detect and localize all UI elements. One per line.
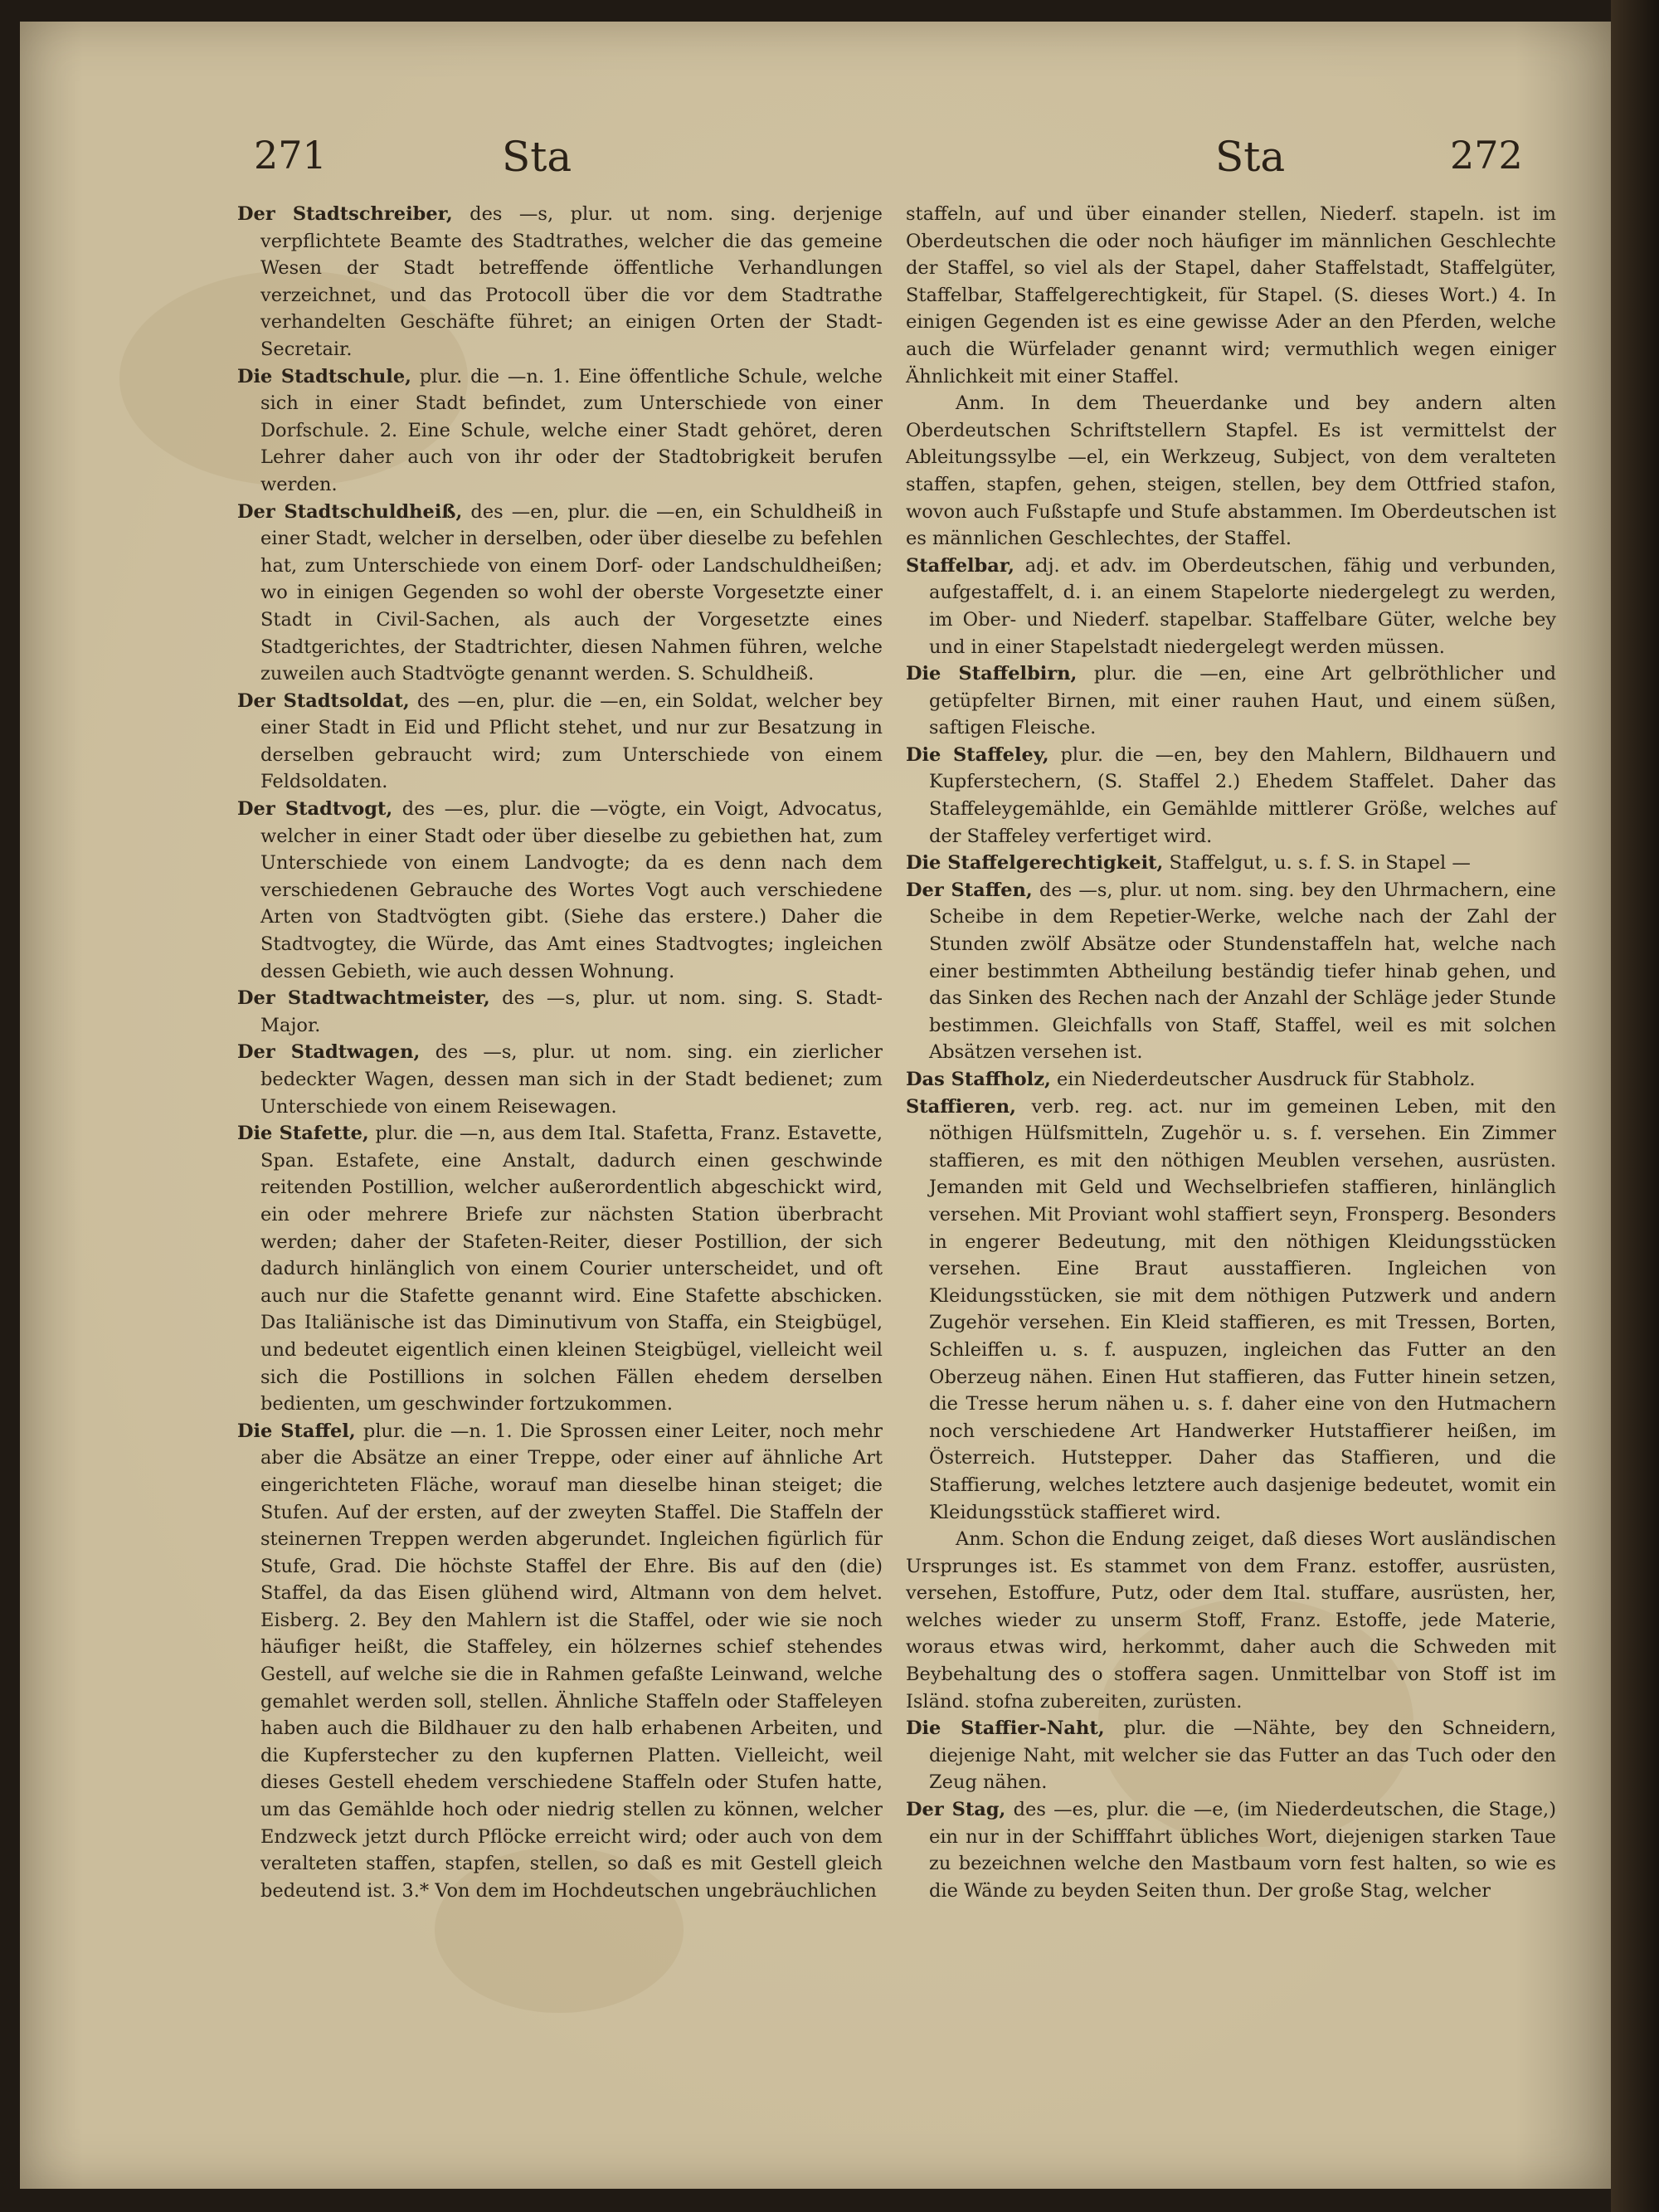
- page-number-left: 271: [254, 133, 327, 178]
- running-header: [0, 133, 1659, 191]
- dictionary-entry: [237, 1418, 883, 1905]
- entry-text: staffeln, auf und über einander stellen, Niederf. stapeln. ist im Oberdeutschen die oder noch häufiger im männlichen Geschlechte der Staffel, so viel als der Stapel, daher Staffelstadt, Staffelgüter, Staffelbar, Staffelgerechtigkeit, für Stapel. (S. dieses Wort.) 4. In einigen Gegenden ist es eine gewisse Ader an den Pferden, welche auch die Würfelader genannt wird; vermuthlich wegen einiger Ähnlichkeit mit einer Staffel.: [906, 203, 1556, 387]
- dictionary-entry: [237, 1120, 883, 1418]
- entry-text: plur. die —n. 1. Die Sprossen einer Leiter, noch mehr aber die Absätze an einer Treppe, oder einer auf ähnliche Art eingerichteten Fläche, worauf man dieselbe hinan steiget; die Stufen. Auf der ersten, auf der zweyten Staffel. Die Staffeln der steinernen Treppen werden abgerundet. Ingleichen figürlich für Stufe, Grad. Die höchste Staffel der Ehre. Bis auf den (die) Staffel, da das Eisen glühend wird, Altmann von dem helvet. Eisberg. 2. Bey den Mahlern ist die Staffel, oder wie sie noch häufiger heißt, die Staffeley, ein hölzernes schief stehendes Gestell, auf welche sie die in Rahmen gefaßte Leinwand, welche gemahlet werden soll, stellen. Ähnliche Staffeln oder Staffeleyen haben auch die Bildhauer zu den halb erhabenen Arbeiten, und die Kupferstecher zu den kupfernen Platten. Vielleicht, weil dieses Gestell ehedem verschiedene Staffeln oder Stufen hatte, um das Gemählde hoch oder niedrig stellen zu können, welcher Endzweck jetzt durch Pflöcke erreicht wird; oder auch von dem veralteten staffen, stapfen, stellen, so daß es mit Gestell gleich bedeutend ist. 3.* Von dem im Hochdeutschen ungebräuchlichen: [260, 1420, 883, 1902]
- dictionary-entry: [906, 660, 1556, 742]
- entry-headword: Der Stadtvogt,: [237, 798, 393, 821]
- entry-headword: Der Stag,: [906, 1799, 1006, 1821]
- entry-text: des —en, plur. die —en, ein Soldat, welcher bey einer Stadt in Eid und Pflicht stehet, und nur zur Besatzung in derselben gebraucht wird; zum Unterschiede von einem Feldsoldaten.: [260, 689, 883, 793]
- entry-headword: Der Stadtwagen,: [237, 1041, 421, 1064]
- entry-text: Anm. Schon die Endung zeiget, daß dieses Wort ausländischen Ursprunges ist. Es stammet von dem Franz. estoffer, ausrüsten, versehen, Estoffure, Putz, oder dem Ital. stuffare, ausrüsten, her, welches wieder zu unserm Stoff, Franz. Estoffe, jede Materie, woraus etwas wird, herkommt, daher auch die Schweden mit Beybehaltung des o stoffera sagen. Unmittelbar von Stoff ist im Isländ. stofna zubereiten, zurüsten.: [906, 1528, 1556, 1713]
- entry-text: des —s, plur. ut nom. sing. bey den Uhrmachern, eine Scheibe in dem Repetier-Werke, welche nach der Zahl der Stunden zwölf Absätze oder Stundenstaffeln hat, welche nach einer bestimmten Abtheilung beständig tiefer hinab gehen, und das Sinken des Rechen nach der Anzahl der Schläge jeder Stunde bestimmen. Gleichfalls von Staff, Staffel, weil es mit solchen Absätzen versehen ist.: [929, 879, 1556, 1064]
- dictionary-entry: [906, 1796, 1556, 1904]
- dictionary-entry: [906, 1094, 1556, 1527]
- entry-text: Staffelgut, u. s. f. S. in Stapel —: [1163, 852, 1471, 875]
- entry-text: des —s, plur. ut nom. sing. derjenige verpflichtete Beamte des Stadtrathes, welcher die das gemeine Wesen der Stadt betreffende öffentliche Verhandlungen verzeichnet, und das Protocoll über die vor dem Stadtrathe verhandelten Geschäfte führet; an einigen Orten der Stadt-Secretair.: [260, 203, 883, 360]
- dictionary-entry: [237, 499, 883, 688]
- entry-headword: Der Stadtsoldat,: [237, 689, 410, 712]
- right-text-column: [906, 201, 1556, 1904]
- entry-headword: Die Staffel,: [237, 1420, 356, 1442]
- entry-text: Anm. In dem Theuerdanke und bey andern alten Oberdeutschen Schriftstellern Stapfel. Es ist vermittelst der Ableitungssylbe —el, ein Werkzeug, Subject, von dem veralteten staffen, stapfen, gehen, steigen, stellen, bey dem Ottfried stafon, wovon auch Fußstapfe und Stufe abstammen. Im Oberdeutschen ist es männlichen Geschlechtes, der Staffel.: [906, 392, 1556, 550]
- entry-text: des —es, plur. die —e, (im Niederdeutschen, die Stage,) ein nur in der Schifffahrt übliches Wort, diejenigen starken Taue zu bezeichnen welche den Mastbaum vorn fest halten, so wie es die Wände zu beyden Seiten thun. Der große Stag, welcher: [929, 1799, 1556, 1902]
- entry-text: plur. die —n, aus dem Ital. Stafetta, Franz. Estavette, Span. Estafete, eine Anstalt, dadurch einen geschwinde reitenden Postillion, welcher außerordentlich abgeschickt wird, ein oder mehrere Briefe zur nächsten Station überbracht werden; daher der Stafeten-Reiter, dieser Postillion, der sich dadurch hinlänglich von einem Courier unterscheidet, und oft auch nur die Stafette genannt wird. Eine Stafette abschicken. Das Italiänische ist das Diminutivum von Staffa, ein Steigbügel, und bedeutet eigentlich einen kleinen Steigbügel, vielleicht weil sich die Postillions in solchen Fällen ehedem derselben bedienten, um geschwinder fortzukommen.: [260, 1123, 883, 1415]
- entry-headword: Staffieren,: [906, 1095, 1016, 1118]
- dictionary-entry: [906, 877, 1556, 1066]
- entry-text: des —s, plur. ut nom. sing. ein zierlicher bedeckter Wagen, dessen man sich in der Stadt bedienet; zum Unterschiede von einem Reisewagen.: [260, 1041, 883, 1118]
- left-text-column: [237, 201, 883, 1904]
- entry-headword: Die Stafette,: [237, 1123, 369, 1145]
- entry-headword: Der Stadtschuldheiß,: [237, 500, 463, 523]
- dictionary-entry: [237, 201, 883, 363]
- entry-text: des —es, plur. die —vögte, ein Voigt, Advocatus, welcher in einer Stadt oder über dieselbe zu gebiethen hat, zum Unterschiede von einem Landvogte; da es denn nach dem verschiedenen Gebrauche des Wortes Vogt auch verschiedene Arten von Stadtvögten gibt. (Siehe das erstere.) Daher die Stadtvogtey, die Würde, das Amt eines Stadtvogtes; ingleichen dessen Gebieth, wie auch dessen Wohnung.: [260, 798, 883, 982]
- dictionary-entry: [906, 850, 1556, 877]
- dictionary-entry: [237, 1039, 883, 1120]
- running-title-right: Sta: [1215, 133, 1286, 181]
- entry-text: plur. die —n. 1. Eine öffentliche Schule, welche sich in einer Stadt befindet, zum Unterschiede von einer Dorfschule. 2. Eine Schule, welche einer Stadt gehöret, deren Lehrer daher auch von ihr oder der Stadtobrigkeit berufen werden.: [260, 365, 883, 495]
- page-number-right: 272: [1450, 133, 1523, 178]
- entry-text: des —s, plur. ut nom. sing. S. Stadt-Major.: [260, 987, 883, 1036]
- entry-headword: Die Staffelgerechtigkeit,: [906, 852, 1164, 875]
- continued-paragraph: [906, 201, 1556, 390]
- entry-headword: Die Staffeley,: [906, 743, 1049, 766]
- dictionary-entry: [237, 688, 883, 796]
- entry-headword: Staffelbar,: [906, 554, 1014, 577]
- book-binding-edge: [1611, 0, 1659, 2212]
- dictionary-entry: [237, 363, 883, 499]
- entry-text: verb. reg. act. nur im gemeinen Leben, mit den nöthigen Hülfsmitteln, Zugehör u. s. f. versehen. Ein Zimmer staffieren, es mit den nöthigen Meublen versehen, ausrüsten. Jemanden mit Geld und Wechselbriefen staffieren, hinlänglich versehen. Mit Proviant wohl staffiert seyn, Fronsperg. Besonders in engerer Bedeutung, mit den nöthigen Kleidungsstücken versehen. Eine Braut ausstaffieren. Ingleichen von Kleidungsstücken, sie mit dem nöthigen Putzwerk und andern Zugehör versehen. Ein Kleid staffieren, es mit Tressen, Borten, Schleiffen u. s. f. auspuzen, ingleichen das Futter an den Oberzeug nähen. Einen Hut staffieren, das Futter hinein setzen, die Tresse herum nähen u. s. f. daher eine von den Hutmachern noch verschiedene Art Handwerker Hutstaffierer heißen, im Österreich. Hutstepper. Daher das Staffieren, und die Staffierung, welches letztere auch dasjenige bedeutet, womit ein Kleidungsstück staffieret wird.: [929, 1095, 1556, 1523]
- annotation-paragraph: [906, 1526, 1556, 1715]
- dictionary-entry: [237, 796, 883, 985]
- entry-headword: Die Stadtschule,: [237, 365, 411, 387]
- entry-headword: Der Stadtwachtmeister,: [237, 987, 490, 1010]
- entry-headword: Die Staffier-Naht,: [906, 1717, 1105, 1740]
- running-title-left: Sta: [502, 133, 572, 181]
- dictionary-entry: [906, 742, 1556, 850]
- annotation-paragraph: [906, 390, 1556, 553]
- dictionary-entry: [906, 1066, 1556, 1094]
- entry-text: ein Niederdeutscher Ausdruck für Stabholz.: [1050, 1069, 1476, 1090]
- entry-text: plur. die —en, eine Art gelbröthlicher und getüpfelter Birnen, mit einer rauhen Haut, und einem süßen, saftigen Fleische.: [929, 663, 1557, 739]
- dictionary-entry: [237, 985, 883, 1039]
- entry-text: plur. die —Nähte, bey den Schneidern, diejenige Naht, mit welcher sie das Futter an das Tuch oder den Zeug nähen.: [929, 1717, 1556, 1794]
- entry-headword: Der Stadtschreiber,: [237, 203, 453, 225]
- dictionary-entry: [906, 553, 1556, 660]
- entry-headword: Der Staffen,: [906, 879, 1033, 901]
- entry-headword: Die Staffelbirn,: [906, 663, 1078, 685]
- entry-text: des —en, plur. die —en, ein Schuldheiß in einer Stadt, welcher in derselben, oder über dieselbe zu befehlen hat, zum Unterschiede von einem Dorf- oder Landschuldheißen; wo in einigen Gegenden so wohl der oberste Vorgesetzte einer Stadt in Civil-Sachen, als auch der Vorgesetzte eines Stadtgerichtes, der Stadtrichter, diesen Nahmen führen, welche zuweilen auch Stadtvögte genannt werden. S. Schuldheiß.: [260, 500, 883, 685]
- entry-text: adj. et adv. im Oberdeutschen, fähig und verbunden, aufgestaffelt, d. i. an einem Stapelorte niedergelegt zu werden, im Ober- und Niederf. stapelbar. Staffelbare Güter, welche bey und in einer Stapelstadt niedergelegt werden müssen.: [929, 554, 1556, 658]
- dictionary-entry: [906, 1715, 1556, 1796]
- entry-text: plur. die —en, bey den Mahlern, Bildhauern und Kupferstechern, (S. Staffel 2.) Ehedem Staffelet. Daher das Staffeleygemählde, ein Gemählde mittlerer Größe, welches auf der Staffeley verfertiget wird.: [929, 743, 1556, 847]
- entry-headword: Das Staffholz,: [906, 1069, 1051, 1090]
